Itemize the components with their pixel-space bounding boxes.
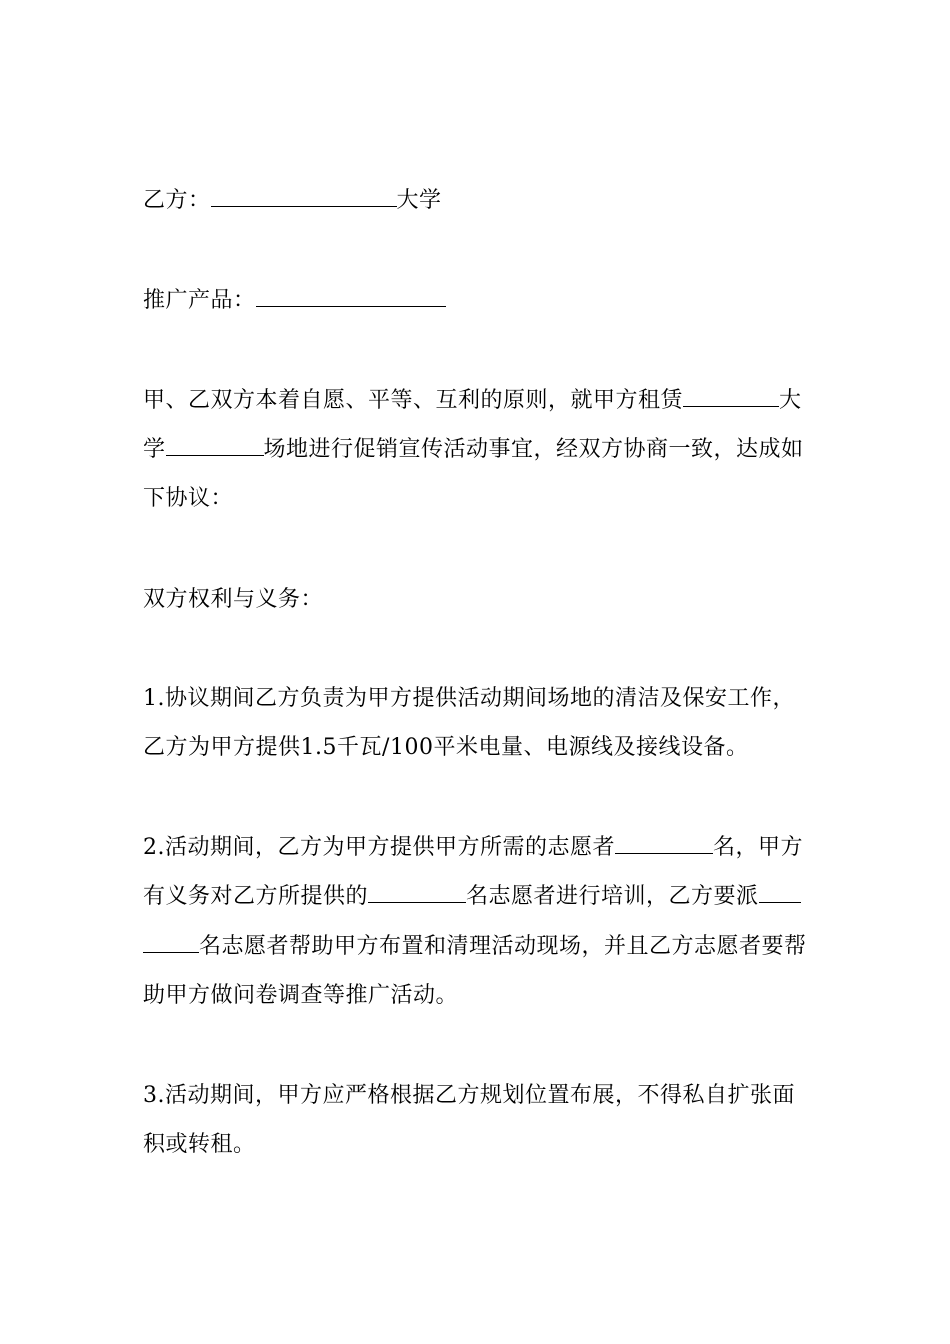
clause-2-line-2 — [143, 882, 801, 912]
intro-text-1b: 大 — [779, 388, 802, 413]
clause-2-line-3 — [143, 932, 807, 962]
clause-2-blank-3b — [143, 932, 199, 953]
clause-3-line-1 — [143, 1081, 795, 1111]
clause-2-text-2b: 名志愿者进行培训，乙方要派 — [466, 884, 759, 909]
intro-text-3: 下协议： — [143, 486, 234, 511]
clause-3-text-2: 积或转租。 — [143, 1132, 256, 1157]
clause-1-text-2b: 千瓦 — [337, 735, 383, 760]
intro-line-1 — [143, 386, 802, 416]
section-title-text: 双方权利与义务： — [143, 587, 324, 612]
clause-2-text-1b: 名，甲方 — [713, 835, 804, 860]
clause-3-line-2 — [143, 1130, 256, 1160]
clause-2-text-4: 助甲方做问卷调查等推广活动。 — [143, 983, 459, 1008]
party-b-suffix: 大学 — [396, 188, 442, 213]
clause-1-area-value: /100 — [382, 735, 434, 760]
intro-line-3 — [143, 484, 233, 514]
clause-2-line-4 — [143, 981, 458, 1011]
party-b-blank — [211, 186, 397, 207]
clause-1-power-value: 1.5 — [300, 735, 338, 760]
clause-3-text-1: 活动期间，甲方应严格根据乙方规划位置布展，不得私自扩张面 — [165, 1083, 796, 1108]
intro-text-2b: 场地进行促销宣传活动事宜，经双方协商一致，达成如 — [263, 437, 804, 462]
party-b-line — [143, 186, 442, 216]
product-label: 推广产品： — [143, 288, 256, 313]
clause-1-text-1: 协议期间乙方负责为甲方提供活动期间场地的清洁及保安工作， — [165, 686, 796, 711]
clause-1-number: 1. — [143, 686, 165, 711]
intro-blank-1 — [683, 386, 779, 407]
clause-1-line-2 — [143, 733, 748, 763]
clause-2-number: 2. — [143, 835, 165, 860]
product-blank — [256, 286, 446, 307]
party-b-label: 乙方： — [143, 188, 211, 213]
intro-blank-2 — [166, 435, 264, 456]
clause-1-line-1 — [143, 684, 795, 714]
clause-2-blank-3a — [759, 882, 801, 903]
clause-1-text-2a: 乙方为甲方提供 — [143, 735, 301, 760]
clause-2-text-3: 名志愿者帮助甲方布置和清理活动现场，并且乙方志愿者要帮 — [199, 934, 807, 959]
intro-text-2a: 学 — [143, 437, 166, 462]
clause-2-text-1a: 活动期间，乙方为甲方提供甲方所需的志愿者 — [165, 835, 616, 860]
intro-text-1a: 甲、乙双方本着自愿、平等、互利的原则，就甲方租赁 — [143, 388, 684, 413]
section-title — [143, 585, 323, 615]
clause-1-text-2c: 平米电量、电源线及接线设备。 — [433, 735, 749, 760]
clause-2-text-2a: 有义务对乙方所提供的 — [143, 884, 369, 909]
intro-line-2 — [143, 435, 804, 465]
clause-2-blank-2 — [368, 882, 466, 903]
clause-2-blank-1 — [615, 833, 713, 854]
product-line — [143, 286, 446, 316]
clause-3-number: 3. — [143, 1083, 165, 1108]
clause-2-line-1 — [143, 833, 803, 863]
